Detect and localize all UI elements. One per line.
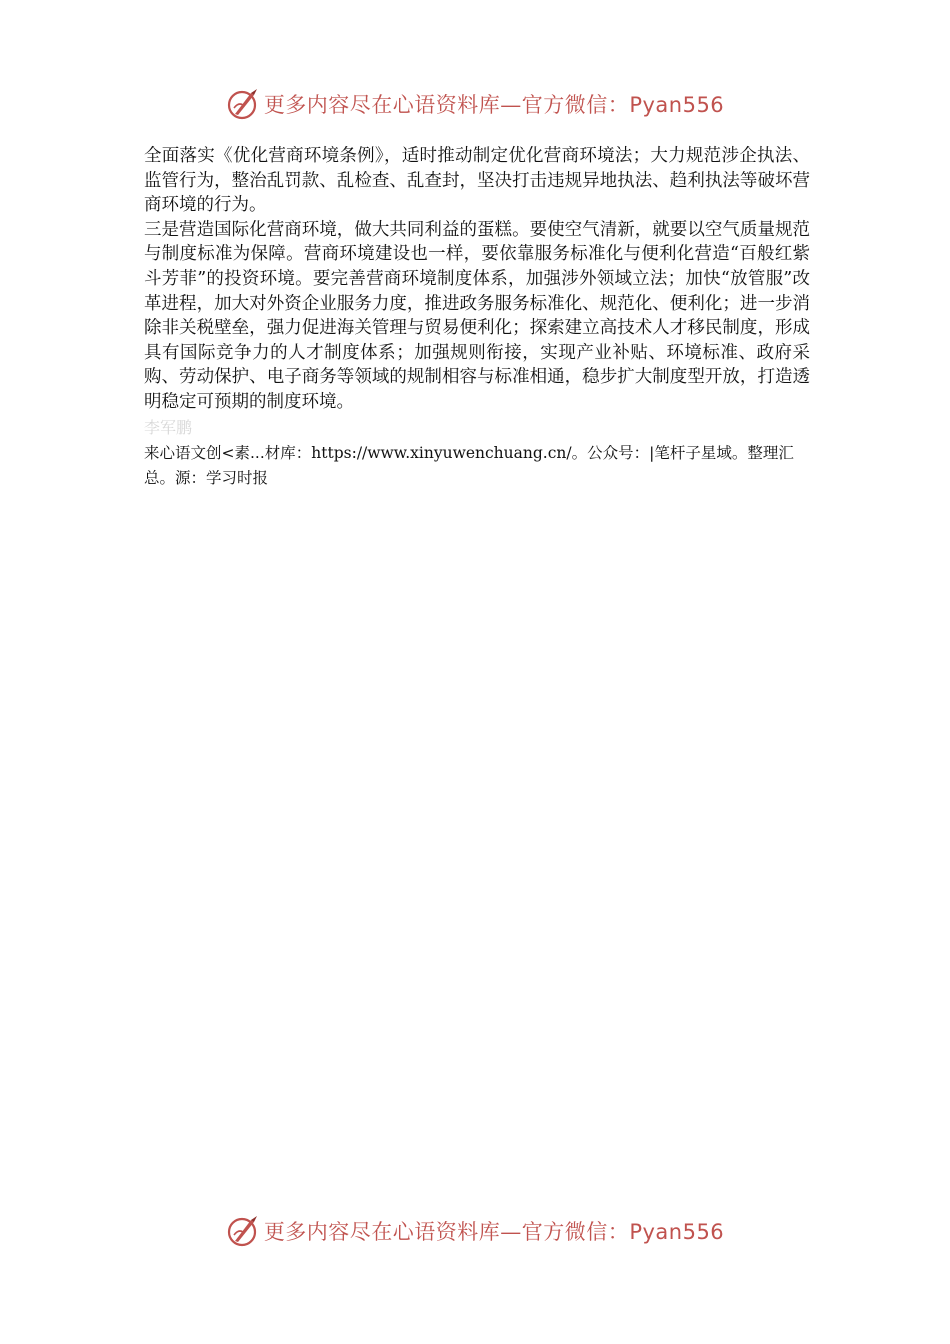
article-content <box>144 144 810 491</box>
source-prefix: 来心语文创<素...材库： <box>144 443 312 462</box>
banner-text: 更多内容尽在心语资料库—官方微信：Pyan556 <box>263 93 725 117</box>
source-note <box>144 441 810 491</box>
quill-pen-logo-icon <box>226 1214 260 1248</box>
author-name: 李军鹏 <box>144 417 193 437</box>
header-banner <box>0 84 950 124</box>
wechat-handle: Pyan556 <box>629 1220 725 1244</box>
paragraph-2: 三是营造国际化营商环境，做大共同利益的蛋糕。要使空气清新，就要以空气质量规范与制度标准为保障。营商环境建设也一样，要依靠服务标准化与便利化营造“百般红紫斗芳菲”的投资环境。要完善营商环境制度体系，加强涉外领域立法；加快“放管服”改革进程，加大对外资企业服务力度，推进政务服务标准化、规范化、便利化；进一步消除非关税壁垒，强力促进海关管理与贸易便利化；探索建立高技术人才移民制度，形成具有国际竞争力的人才制度体系；加强规则衔接，实现产业补贴、环境标准、政府采购、劳动保护、电子商务等领域的规制相容与标准相通，稳步扩大制度型开放，打造透明稳定可预期的制度环境。 <box>144 219 810 412</box>
source-suffix: 。公众号：|笔杆子星域。整理汇总。源：学习时报 <box>144 443 794 487</box>
footer-banner <box>0 1211 950 1251</box>
wechat-handle: Pyan556 <box>629 93 725 117</box>
banner-text: 更多内容尽在心语资料库—官方微信：Pyan556 <box>263 1220 725 1244</box>
source-url: https://www.xinyuwenchuang.cn/ <box>311 443 572 462</box>
quill-pen-logo-icon <box>226 87 260 121</box>
paragraph-1: 全面落实《优化营商环境条例》，适时推动制定优化营商环境法；大力规范涉企执法、监管行为，整治乱罚款、乱检查、乱查封，坚决打击违规异地执法、趋利执法等破坏营商环境的行为。 <box>144 146 810 216</box>
